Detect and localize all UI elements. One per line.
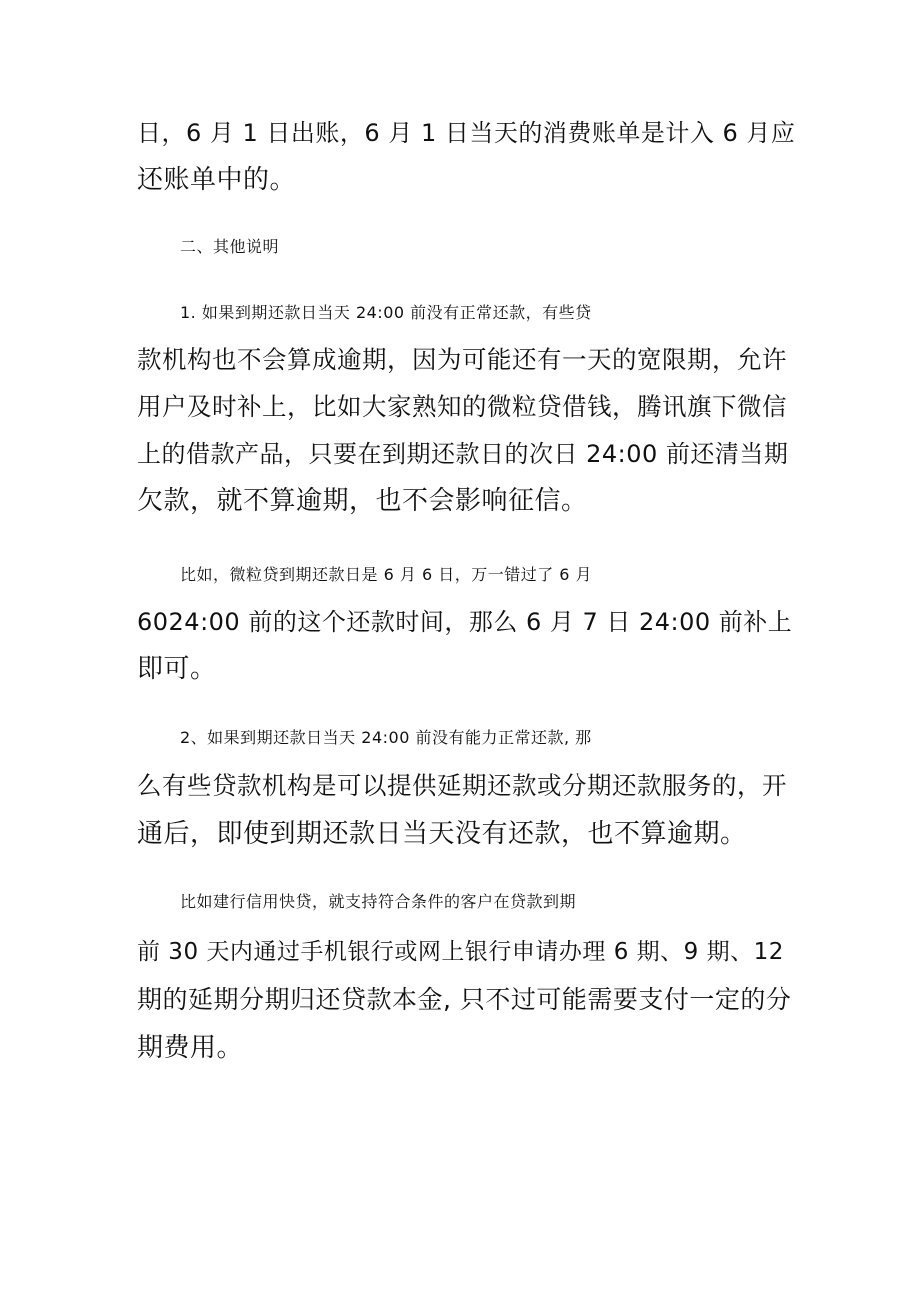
paragraph-line: 用户及时补上，比如大家熟知的微粒贷借钱，腾讯旗下微信 [137, 392, 787, 421]
paragraph-line: 上的借款产品，只要在到期还款日的次日 24:00 前还清当期 [137, 440, 789, 468]
paragraph-line: 即可。 [137, 654, 217, 684]
paragraph-line: 期的延期分期归还贷款本金, 只不过可能需要支付一定的分 [137, 985, 792, 1014]
paragraph-line: 比如，微粒贷到期还款日是 6 月 6 日，万一错过了 6 月 [180, 565, 593, 584]
paragraph-line: 前 30 天内通过手机银行或网上银行申请办理 6 期、9 期、12 [137, 939, 784, 965]
paragraph-line: 期费用。 [137, 1033, 244, 1063]
paragraph-line: 欠款，就不算逾期，也不会影响征信。 [137, 486, 588, 516]
paragraph-line: 款机构也不会算成逾期，因为可能还有一天的宽限期，允许 [137, 345, 787, 374]
paragraph-line: 日，6 月 1 日出账，6 月 1 日当天的消费账单是计入 6 月应 [137, 119, 796, 147]
paragraph-line: 比如建行信用快贷，就支持符合条件的客户在贷款到期 [180, 892, 577, 911]
paragraph-line: 2、如果到期还款日当天 24:00 前没有能力正常还款, 那 [180, 728, 592, 747]
paragraph-line: 么有些贷款机构是可以提供延期还款或分期还款服务的，开 [137, 771, 787, 800]
paragraph-line: 通后，即使到期还款日当天没有还款，也不算逾期。 [137, 819, 747, 849]
paragraph-line: 还账单中的。 [137, 165, 297, 195]
paragraph-line: 1. 如果到期还款日当天 24:00 前没有正常还款，有些贷 [180, 303, 592, 322]
section-heading: 二、其他说明 [180, 237, 280, 256]
paragraph-line: 6024:00 前的这个还款时间，那么 6 月 7 日 24:00 前补上 [137, 608, 793, 636]
